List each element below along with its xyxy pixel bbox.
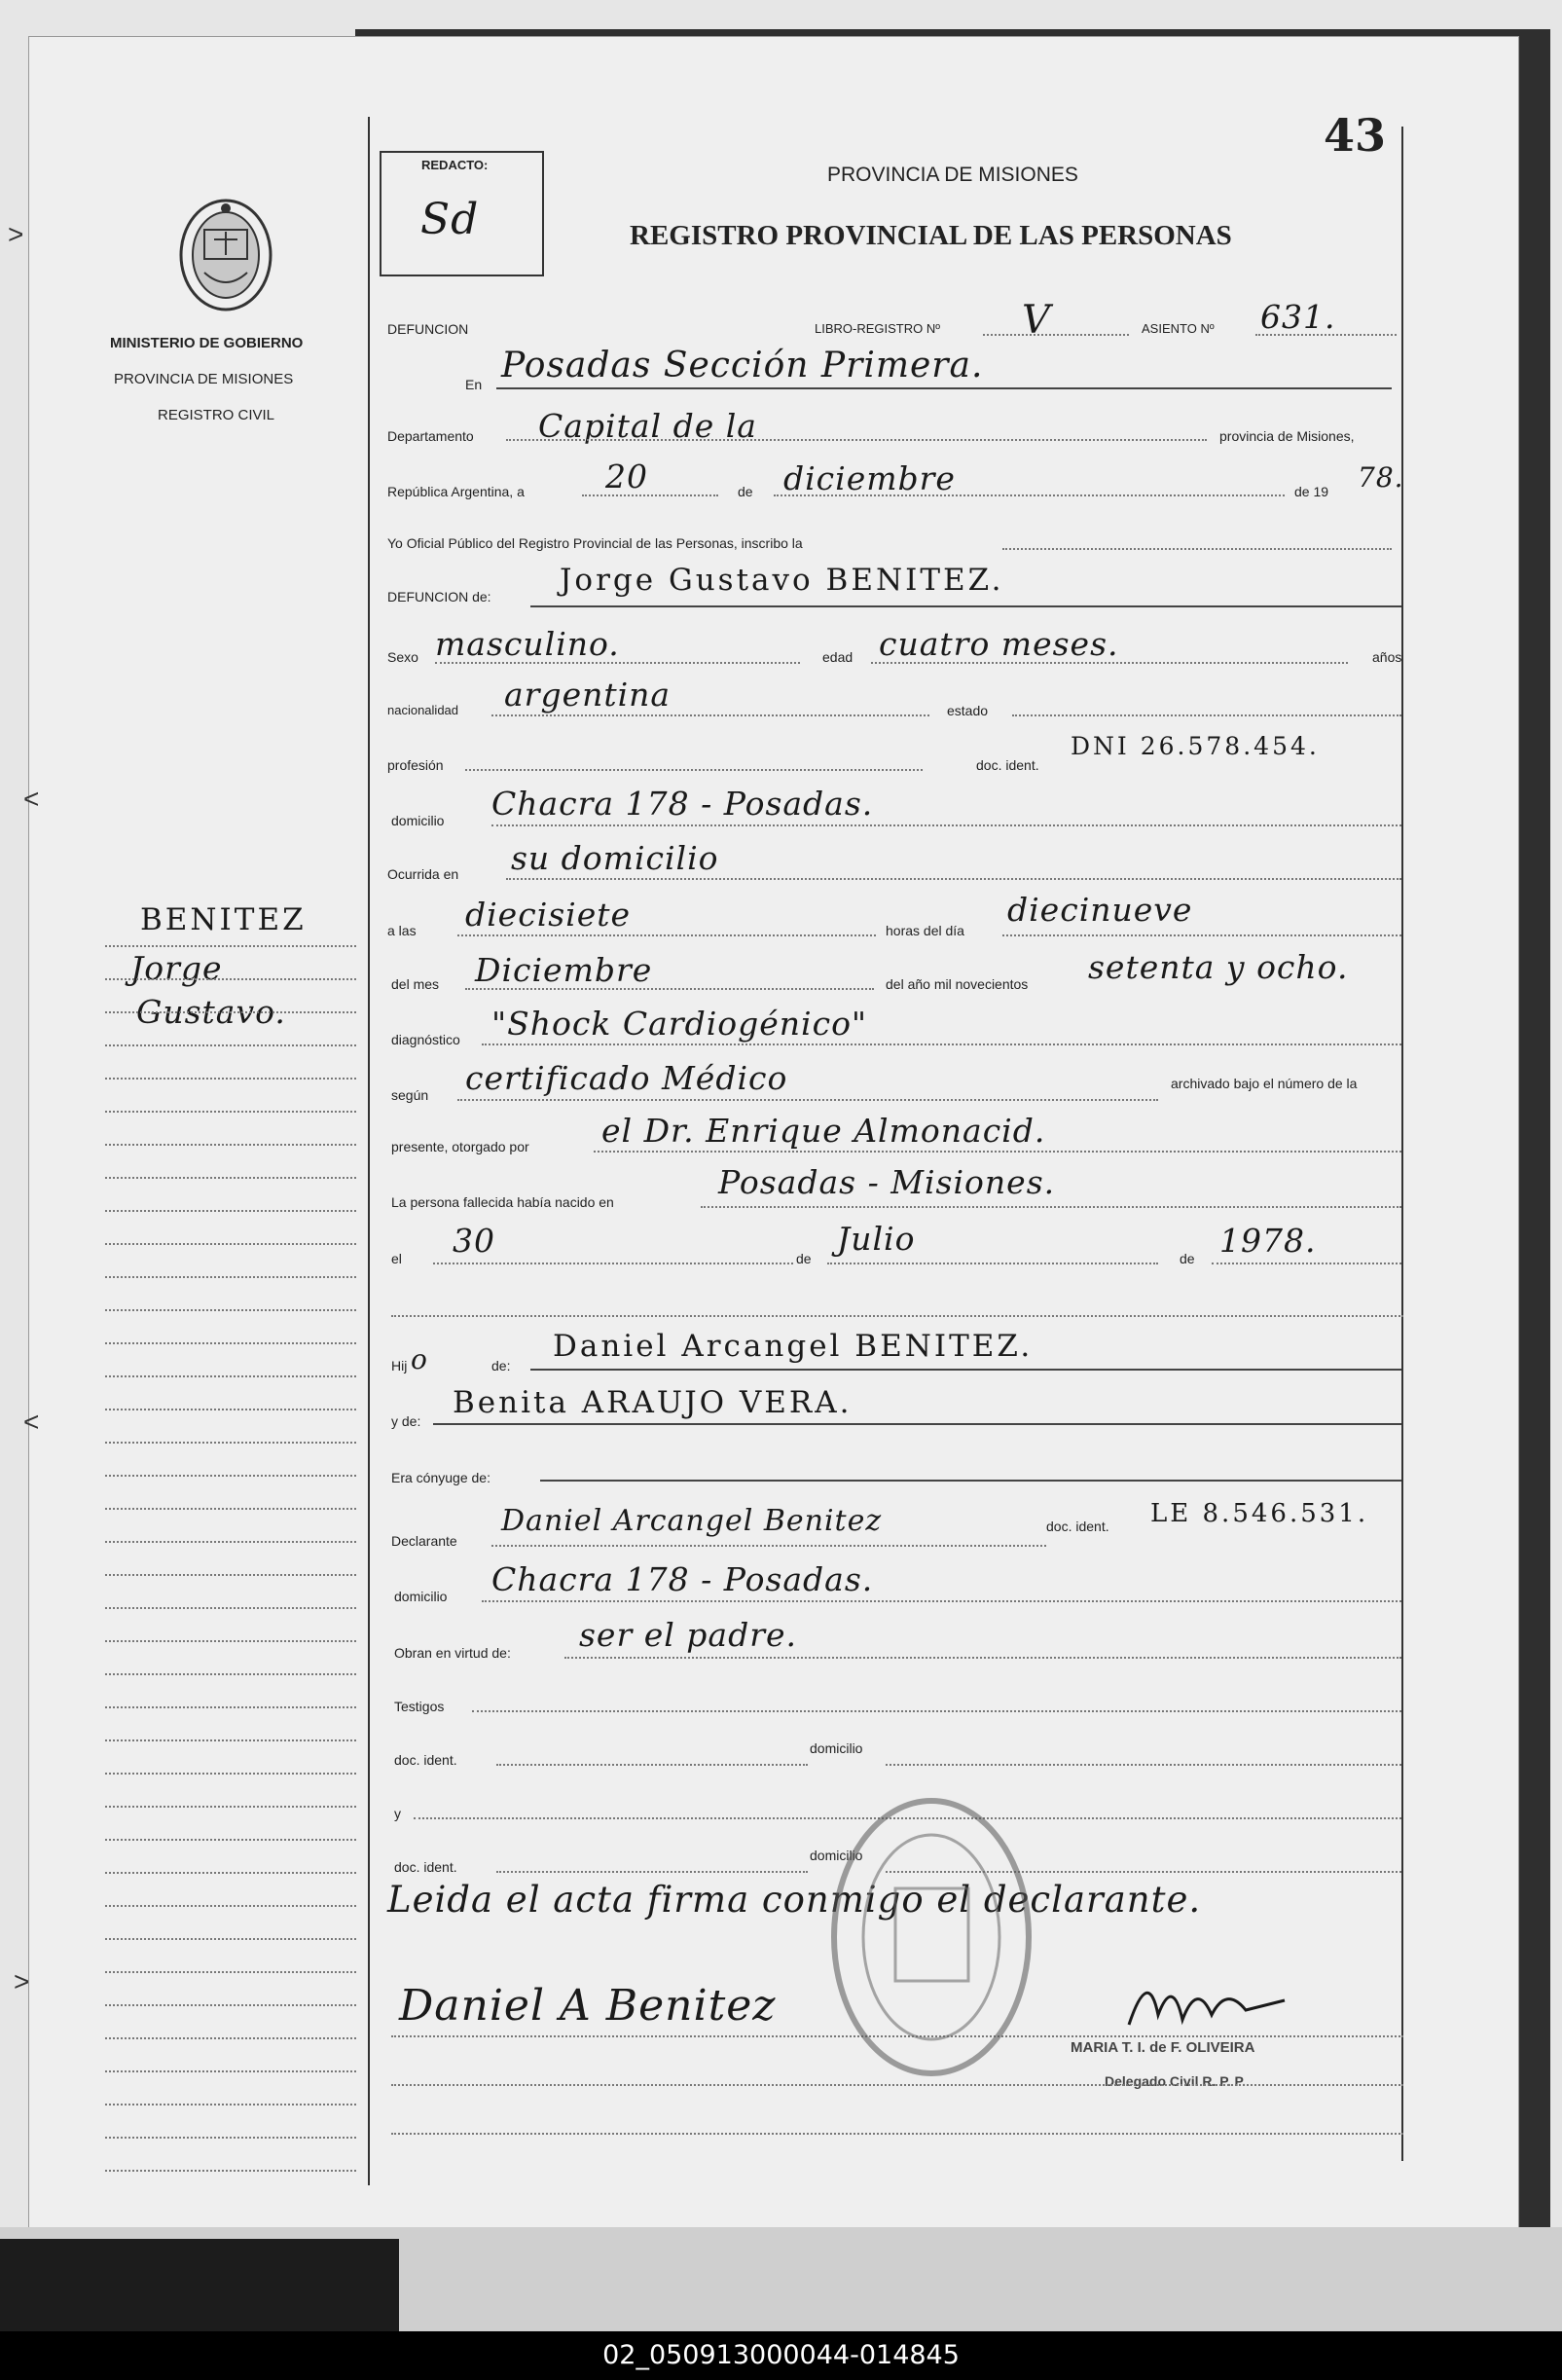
form-fill-line [433,1262,793,1264]
margin-dotted-line [105,977,356,980]
margin-dotted-line [105,1010,356,1013]
republica-label: República Argentina, a [387,484,525,499]
en-label: En [465,377,483,392]
form-fill-line [506,877,1401,880]
t-doc2-label: doc. ident. [394,1859,457,1875]
delmes-label: del mes [391,976,440,992]
form-fill-line [391,2132,1403,2135]
binding-mark: > [8,219,24,249]
de-label: de [738,484,753,499]
nacido-value: Posadas - Misiones. [718,1163,1056,1201]
edad-label: edad [822,649,854,665]
margin-dotted-line [105,1044,356,1046]
nacionalidad-label: nacionalidad [387,703,459,717]
form-fill-line [1012,714,1401,716]
form-fill-line [391,2083,1403,2086]
hijo-de-label: de: [491,1358,511,1373]
form-fill-line [457,1098,1158,1101]
horas-label: horas del día [886,923,964,938]
domicilio-label: domicilio [391,813,445,828]
anos-label: años [1372,649,1402,665]
official-title: Delegado Civil R. P. P. [1105,2073,1246,2089]
profesion-label: profesión [387,757,444,773]
ocurrida-label: Ocurrida en [387,866,459,882]
hijo-suffix: o [411,1343,428,1375]
official-signature-icon [1119,1957,1294,2044]
declarante-dom-value: Chacra 178 - Posadas. [491,1560,874,1598]
conyuge-label: Era cónyuge de: [391,1470,490,1485]
form-fill-line [472,1709,1401,1712]
form-fill-line [1212,1262,1401,1264]
margin-dotted-line [105,1672,356,1675]
hijo-label: Hij [391,1358,408,1373]
estado-label: estado [947,703,989,718]
redacto-initials: Sd [420,195,480,244]
form-fill-line [491,714,929,716]
t-doc1-label: doc. ident. [394,1752,457,1768]
form-fill-line [391,1314,1403,1317]
margin-dotted-line [105,1077,356,1080]
right-rule [1401,127,1403,2161]
closing-text: Leida el acta firma conmigo el declarante. [387,1879,1202,1921]
margin-rule [368,117,370,2185]
form-fill-line [496,1870,808,1873]
declarante-value: Daniel Arcangel Benitez [501,1504,883,1538]
el-label: el [391,1251,402,1266]
registry-label: REGISTRO CIVIL [158,407,275,423]
form-fill-line [564,1656,1401,1659]
form-fill-line [496,1763,808,1766]
anio-mil-value: setenta y ocho. [1088,948,1349,986]
form-fill-line [435,661,800,664]
margin-dotted-line [105,2103,356,2105]
form-fill-line [491,824,1401,826]
form-fill-line [701,1205,1401,1208]
margin-surname: BENITEZ [140,902,307,937]
form-fill-line [827,1262,1158,1264]
presente-label: presente, otorgado por [391,1139,529,1154]
obran-value: ser el padre. [579,1616,798,1654]
defuncion-de-label: DEFUNCION de: [387,589,491,604]
archivado-label: archivado bajo el número de la [1171,1076,1358,1091]
declarante-dom-label: domicilio [394,1589,448,1604]
margin-dotted-line [105,1606,356,1609]
form-fill-line [496,387,1392,389]
diagnostico-value: "Shock Cardiogénico" [491,1005,868,1043]
form-fill-line [594,1150,1401,1153]
scanner-shadow [0,2239,399,2331]
dia-value: 20 [605,458,648,495]
presente-value: el Dr. Enrique Almonacid. [601,1112,1046,1150]
t-y-label: y [394,1806,401,1821]
form-fill-line [582,494,718,496]
sexo-label: Sexo [387,649,418,665]
diagnostico-label: diagnóstico [391,1032,460,1047]
margin-dotted-line [105,1772,356,1775]
horas-value: diecinueve [1007,891,1193,929]
form-fill-line [1255,333,1397,336]
oficial-text: Yo Oficial Público del Registro Provincial de las Personas, inscribo la [387,535,803,551]
margin-dotted-line [105,1209,356,1212]
margin-dotted-line [105,1937,356,1940]
form-fill-line [433,1423,1401,1425]
margin-dotted-line [105,1441,356,1444]
form-fill-line [540,1480,1401,1482]
form-fill-line [1002,547,1392,550]
margin-dotted-line [105,1871,356,1874]
margin-dotted-line [105,1143,356,1146]
margin-dotted-line [105,1639,356,1642]
madre-value: Benita ARAUJO VERA. [453,1385,853,1420]
de-anio-label: de 19 [1294,484,1329,499]
margin-dotted-line [105,1904,356,1907]
margin-firstname: Jorge [130,949,223,987]
declarante-label: Declarante [391,1533,457,1549]
margin-dotted-line [105,944,356,947]
sexo-value: masculino. [435,625,620,663]
alas-value: diecisiete [465,896,632,934]
el-value: 30 [453,1222,495,1260]
official-seal-stamp [827,1791,1036,2083]
redacto-label: REDACTO: [421,158,489,172]
margin-dotted-line [105,1374,356,1377]
mes-value: diciembre [783,459,956,497]
province-label: PROVINCIA DE MISIONES [114,371,294,387]
doc-ident-label: doc. ident. [976,757,1039,773]
de-mes-label: de [796,1251,812,1266]
delmes-value: Diciembre [475,951,653,989]
margin-dotted-line [105,1705,356,1708]
libro-label: LIBRO-REGISTRO Nº [815,321,940,336]
margin-dotted-line [105,2136,356,2139]
binding-mark: < [23,784,40,814]
page-title: REGISTRO PROVINCIAL DE LAS PERSONAS [630,220,1232,251]
binding-mark: > [14,1966,30,1996]
margin-dotted-line [105,2003,356,2006]
form-fill-line [465,768,923,771]
de-anio2-label: de [1180,1251,1195,1266]
margin-dotted-line [105,1970,356,1973]
nacido-label: La persona fallecida había nacido en [391,1194,614,1210]
de-anio2-value: 1978. [1219,1222,1317,1260]
departamento-label: Departamento [387,428,474,444]
margin-dotted-line [105,1838,356,1841]
margin-dotted-line [105,2036,356,2039]
asiento-value: 631. [1260,298,1336,336]
margin-dotted-line [105,1573,356,1576]
margin-dotted-line [105,1308,356,1311]
segun-value: certificado Médico [465,1059,788,1097]
form-fill-line [465,987,874,990]
asiento-label: ASIENTO Nº [1142,321,1215,336]
header-province: PROVINCIA DE MISIONES [827,164,1078,186]
margin-dotted-line [105,2069,356,2072]
provincia-suffix: provincia de Misiones, [1219,428,1355,444]
form-fill-line [983,333,1129,336]
form-fill-line [457,934,876,936]
page-number: 43 [1324,109,1387,162]
scan-reference-code: 02_050913000044-014845 [0,2331,1562,2380]
margin-dotted-line [105,1507,356,1510]
doc-ident-value: DNI 26.578.454. [1071,732,1320,760]
libro-value: V [1022,298,1051,343]
form-fill-line [871,661,1348,664]
t-dom2-label: domicilio [810,1848,863,1863]
padre-value: Daniel Arcangel BENITEZ. [553,1329,1034,1364]
nacionalidad-value: argentina [504,676,672,714]
form-fill-line [1002,934,1401,936]
alas-label: a las [387,923,417,938]
form-fill-line [482,1599,1401,1602]
margin-dotted-line [105,1739,356,1741]
declarante-doc-label: doc. ident. [1046,1519,1109,1534]
margin-dotted-line [105,1540,356,1543]
margin-dotted-line [105,1408,356,1410]
ocurrida-value: su domicilio [511,839,719,877]
margin-dotted-line [105,1176,356,1179]
anio-mil-label: del año mil novecientos [886,976,1029,992]
en-value: Posadas Sección Primera. [501,346,984,385]
form-fill-line [774,494,1285,496]
declarante-signature: Daniel A Benitez [399,1981,777,2031]
segun-label: según [391,1087,429,1103]
declarante-doc-value: LE 8.546.531. [1150,1499,1369,1528]
margin-dotted-line [105,1275,356,1278]
testigos-label: Testigos [394,1699,445,1714]
margin-dotted-line [105,1341,356,1344]
t-dom1-label: domicilio [810,1740,863,1756]
deceased-name-value: Jorge Gustavo BENITEZ. [560,563,1004,598]
binding-mark: < [23,1407,40,1437]
margin-dotted-line [105,2169,356,2172]
official-name: MARIA T. I. de F. OLIVEIRA [1071,2039,1255,2056]
margin-dotted-line [105,1474,356,1477]
coat-of-arms-icon [175,195,276,315]
departamento-value: Capital de la [538,407,757,445]
form-fill-line [530,1369,1401,1371]
record-type-label: DEFUNCION [387,321,469,337]
edad-value: cuatro meses. [879,625,1119,663]
form-fill-line [491,1544,1046,1547]
domicilio-value: Chacra 178 - Posadas. [491,785,874,823]
form-fill-line [506,438,1207,441]
obran-label: Obran en virtud de: [394,1645,511,1661]
y-de-label: y de: [391,1413,421,1429]
margin-dotted-line [105,1805,356,1808]
margin-dotted-line [105,1242,356,1245]
de-mes-value: Julio [837,1220,916,1258]
form-fill-line [886,1763,1401,1766]
form-fill-line [530,605,1401,607]
margin-dotted-line [105,1110,356,1113]
anio-value: 78. [1358,461,1404,494]
margin-middlename: Gustavo. [136,993,286,1031]
ministry-label: MINISTERIO DE GOBIERNO [110,335,304,351]
form-fill-line [482,1043,1401,1045]
